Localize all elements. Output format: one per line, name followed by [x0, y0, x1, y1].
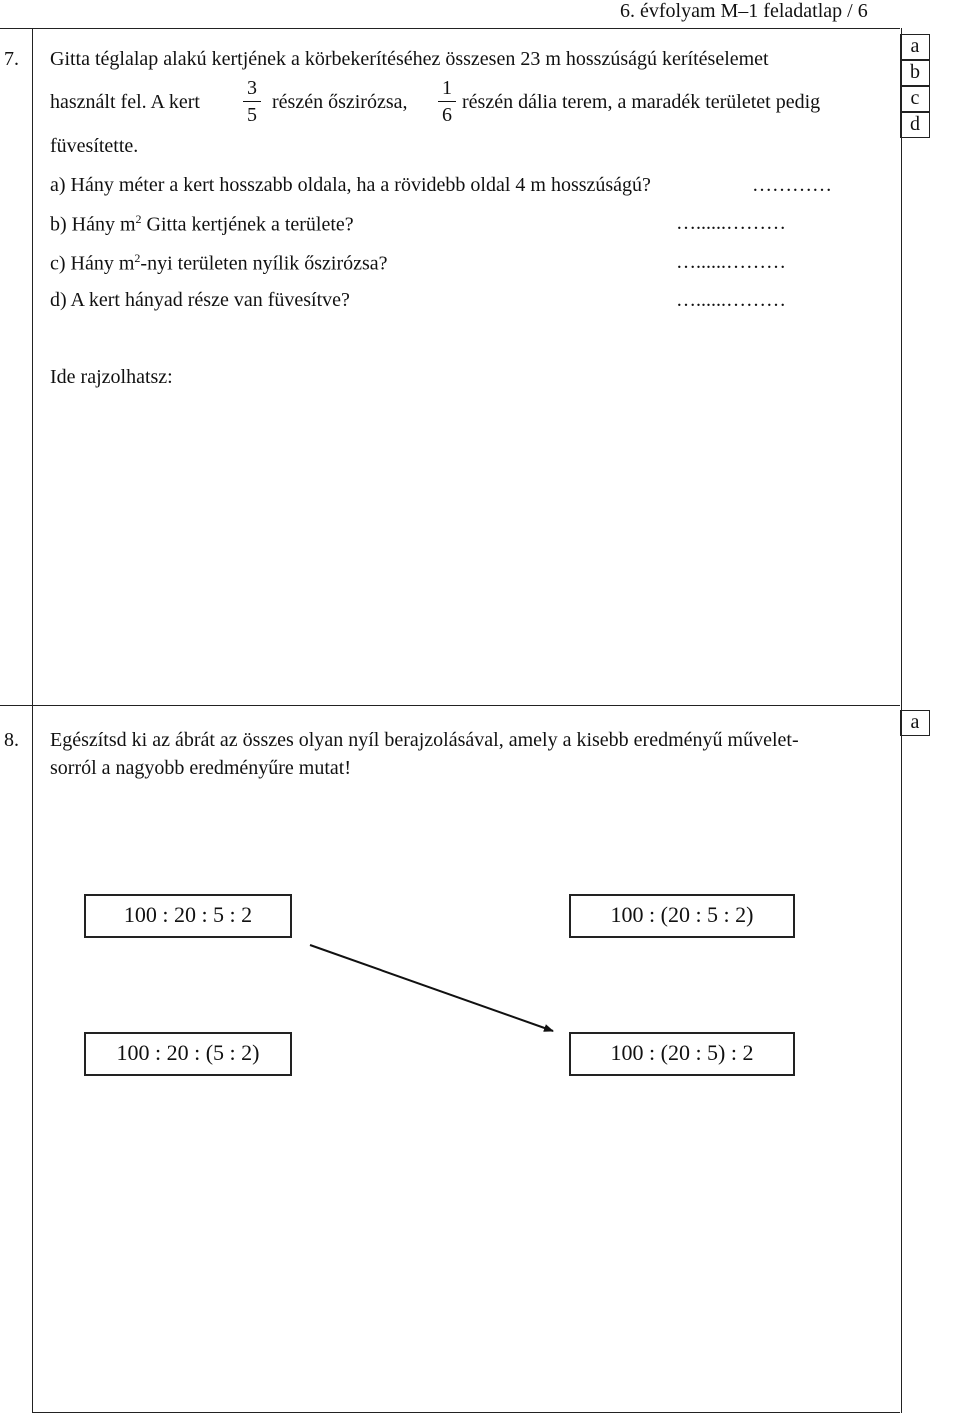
- task8-number: 8.: [4, 729, 19, 751]
- expression-box-bottom-left[interactable]: 100 : 20 : (5 : 2): [84, 1032, 292, 1076]
- drawing-area-label: Ide rajzolhatsz:: [50, 366, 173, 388]
- expression-box-top-left[interactable]: 100 : 20 : 5 : 2: [84, 894, 292, 938]
- fraction1-numerator: 3: [247, 77, 257, 99]
- fraction1-denominator: 5: [247, 104, 257, 126]
- page-header: 6. évfolyam M–1 feladatlap / 6: [620, 0, 868, 22]
- score-box-a[interactable]: a: [900, 34, 930, 60]
- task7-line3: füvesítette.: [50, 135, 139, 157]
- task7-line2-a: használt fel. A kert: [50, 91, 200, 113]
- question-b-sup: 2: [135, 212, 142, 226]
- fraction2-denominator: 6: [442, 104, 452, 126]
- question-b-pre: b) Hány m: [50, 213, 136, 236]
- answer-blank-c[interactable]: …......………: [676, 251, 786, 273]
- answer-blank-d[interactable]: …......………: [676, 289, 786, 311]
- task8-score-box[interactable]: a: [900, 710, 930, 736]
- task7-line2-c: részén dália terem, a maradék területet pedig: [462, 91, 821, 113]
- question-c-post: -nyi területen nyílik őszirózsa?: [140, 252, 388, 275]
- task8-line1: Egészítsd ki az ábrát az összes olyan nyíl berajzolásával, amely a kisebb eredményű művelet-: [50, 729, 799, 751]
- score-box-b[interactable]: b: [900, 60, 930, 86]
- question-c-sup: 2: [134, 251, 141, 265]
- expression-box-bottom-right[interactable]: 100 : (20 : 5) : 2: [569, 1032, 795, 1076]
- question-b-post: Gitta kertjének a területe?: [141, 213, 354, 236]
- answer-blank-a[interactable]: …………: [752, 174, 832, 196]
- expression-box-top-right[interactable]: 100 : (20 : 5 : 2): [569, 894, 795, 938]
- question-c-pre: c) Hány m: [50, 252, 135, 275]
- task7-line1: Gitta téglalap alakú kertjének a körbekerítéséhez összesen 23 m hosszúságú kerítéselemet: [50, 48, 769, 70]
- question-d: d) A kert hányad része van füvesítve?: [50, 289, 350, 311]
- task7-line2-b: részén őszirózsa,: [272, 91, 408, 113]
- score-box-d[interactable]: d: [900, 112, 930, 138]
- score-box-c[interactable]: c: [900, 86, 930, 112]
- task7-number: 7.: [4, 48, 19, 70]
- answer-blank-b[interactable]: …......………: [676, 212, 786, 234]
- task8-line2: sorról a nagyobb eredményűre mutat!: [50, 757, 352, 779]
- fraction2-numerator: 1: [442, 77, 452, 99]
- question-a: a) Hány méter a kert hosszabb oldala, ha a rövidebb oldal 4 m hosszúságú?: [50, 174, 651, 196]
